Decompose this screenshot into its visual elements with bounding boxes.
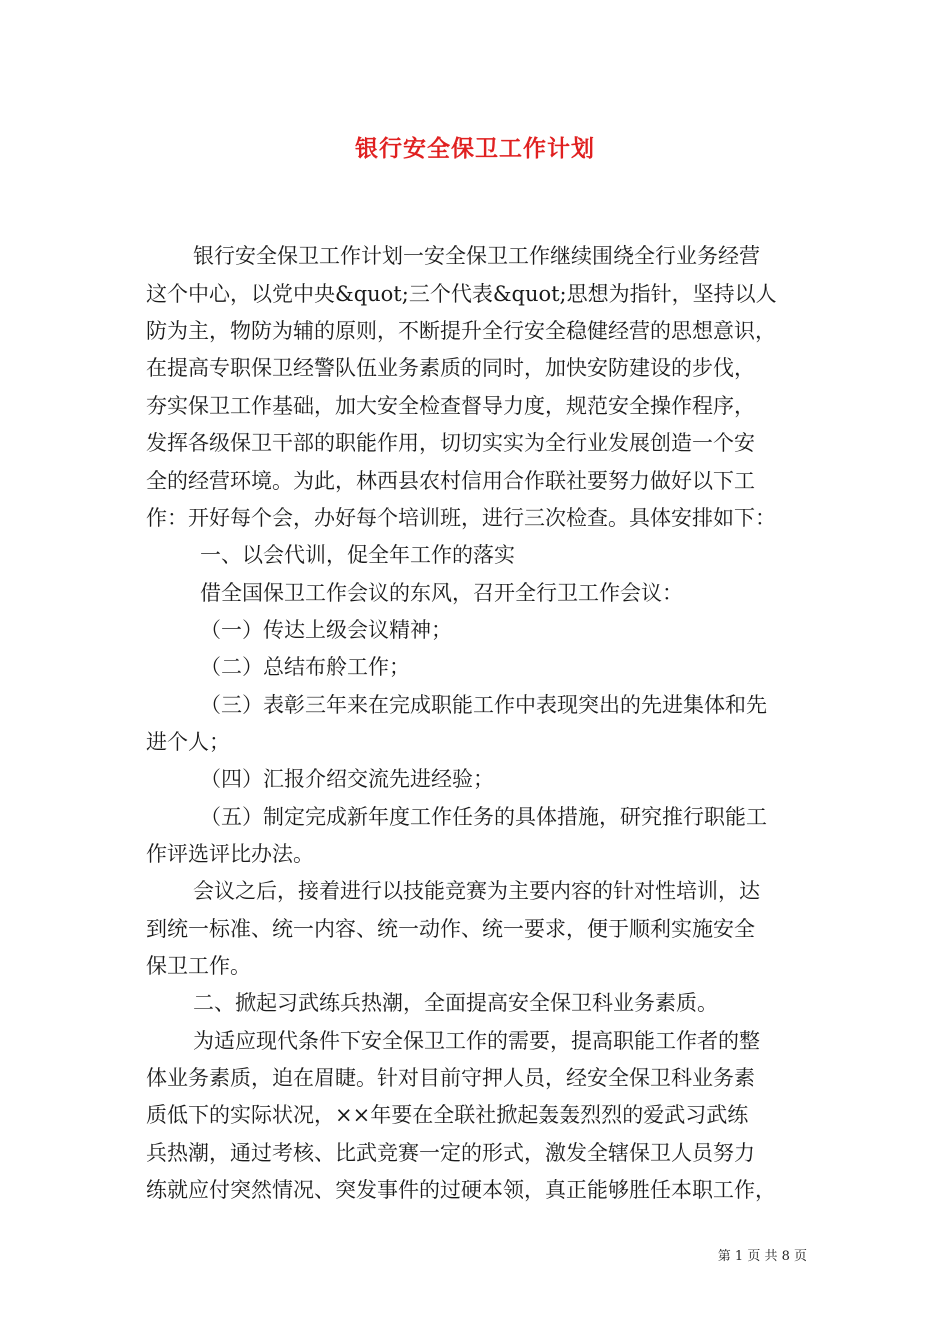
body-line: 在提高专职保卫经警队伍业务素质的同时，加快安防建设的步伐， [146,356,755,380]
body-line: 保卫工作。 [146,954,251,978]
body-line: 练就应付突然情况、突发事件的过硬本领，真正能够胜任本职工作， [146,1178,776,1202]
list-item: （四）汇报介绍交流先进经验； [200,767,494,791]
section-heading: 二、掀起习武练兵热潮，全面提高安全保卫科业务素质。 [193,991,718,1015]
body-line: 银行安全保卫工作计划一安全保卫工作继续围绕全行业务经营 [193,244,760,268]
body-line: 到统一标准、统一内容、统一动作、统一要求，便于顺利实施安全 [146,917,755,941]
body-line: 质低下的实际状况，××年要在全联社掀起轰轰烈烈的爱武习武练 [146,1103,749,1127]
body-line: 兵热潮，通过考核、比武竞赛一定的形式，激发全辖保卫人员努力 [146,1141,755,1165]
body-line: 体业务素质，迫在眉睫。针对目前守押人员，经安全保卫科业务素 [146,1066,755,1090]
list-item: （一）传达上级会议精神； [200,618,452,642]
body-line: 这个中心，以党中央&quot;三个代表&quot;思想为指针，坚持以人 [146,282,777,306]
body-line: 借全国保卫工作会议的东风，召开全行卫工作会议： [200,581,683,605]
page-number: 第 1 页 共 8 页 [717,1249,807,1264]
body-line: 作：开好每个会，办好每个培训班，进行三次检查。具体安排如下： [146,506,776,530]
body-line: 发挥各级保卫干部的职能作用，切切实实为全行业发展创造一个安 [146,431,755,455]
list-item: （二）总结布舲工作； [200,655,410,679]
body-line: 全的经营环境。为此，林西县农村信用合作联社要努力做好以下工 [146,469,755,493]
body-line: 会议之后，接着进行以技能竞赛为主要内容的针对性培训，达 [193,879,760,903]
body-line: 防为主，物防为辅的原则，不断提升全行安全稳健经营的思想意识， [146,319,776,343]
body-line: 为适应现代条件下安全保卫工作的需要，提高职能工作者的整 [193,1029,760,1053]
list-item-continuation: 进个人； [146,730,230,754]
list-item: （三）表彰三年来在完成职能工作中表现突出的先进集体和先 [200,693,767,717]
section-heading: 一、以会代训，促全年工作的落实 [200,543,515,567]
body-line: 夯实保卫工作基础，加大安全检查督导力度，规范安全操作程序， [146,394,755,418]
list-item: （五）制定完成新年度工作任务的具体措施，研究推行职能工 [200,805,767,829]
page-title: 银行安全保卫工作计划 [355,135,595,162]
list-item-continuation: 作评选评比办法。 [146,842,314,866]
